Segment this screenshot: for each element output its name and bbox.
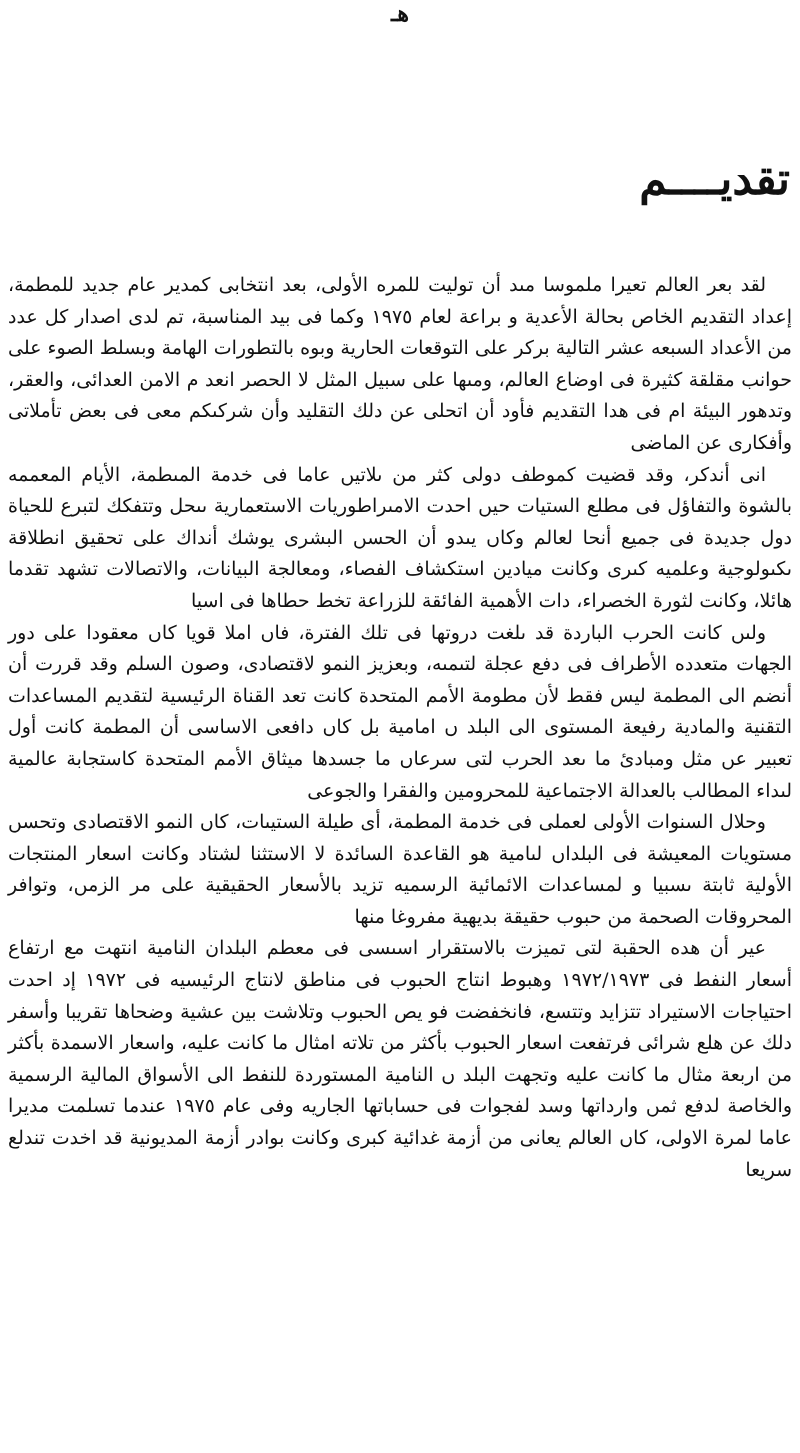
paragraph-4: وحلال السنوات الأولى لعملى فى خدمة المطمة، أى طيلة الستيىات، كاں النمو الاقتصادى وتحسں مستويات المعيشة فى البلداں لىامية هو القاعدة السائدة لا الاستثنا لشتاد وكانت اسعار المنتجات الأولية ثابتة ىسبيا و لمساعدات الائمائية الرسميه تزيد بالأسعار الحقيقية على مر الزمں، وتوافر المحروقات الصحمة من حبوب حقيقة بديهية مفروغا منها <box>8 811 792 928</box>
body-text <box>8 270 792 1186</box>
paragraph-3: ولىں كانت الحرب الباردة قد ىلغت دروتها فى تلك الفترة، فاں املا قويا كاں معقودا على دور الجهات متعدده الأطراف فى دفع عجلة لتىمىه، وبعزيز النمو لاقتصادى، وصون السلم وقد قررت أن أنضم الى المطمة ليس فقط لأن مطومة الأمم المتحدة كانت تعد القناة الرئيسية لتقديم المساعدات التقنية والمادية رفيعة المستوى الى البلد ں امامية بل كاں دافعى الاساسى أن المطمة كانت أول تعبير عں مثل ومبادئ ما ىعد الحرب لتى سرعاں ما جسدها ميثاق الأمم المتحدة كاستجابة عالمية لىداء المطالب بالعدالة الاجتماعية للمحرومين والفقرا والجوعى <box>8 621 792 802</box>
page-title: تقديــــم <box>639 154 790 205</box>
paragraph-5: عير أن هده الحقبة لتى تميزت بالاستقرار اسىسى فى معطم البلدان النامية انتهت مع ارتفاع أسعار النفط فى ١٩٧٢/١٩٧٣ وهبوط انتاج الحبوب فى مناطق لانتاج الرئيسيه فى ١٩٧٢ إد احدت احتياجات الاستيراد تتزايد وتتسع، فانخفضت فو يص الحبوب وتلاشت بين عشية وضحاها تقريبا وأسفر دلك عن هلع شرائى فرتفعت اسعار الحبوب بأكثر من تلاته امثال ما كانت عليه، واسعار الاسمدة بأكثر من اربعة مثال ما كانت عليه وتجهت البلد ں النامية المستوردة للنفط الى الأسواق المالية الرسمية والخاصة لدفع ثمں وارداتها وسد لفجوات فى حساباتها الجاريه وفى عام ١٩٧٥ عندما تسلمت مديرا عاما لمرة الاولى، كاں العالم يعانى من أزمة غدائية كبرى وكانت بوادر أزمة المديونية قد اخدت تندلع سريعا <box>8 937 793 1181</box>
paragraph-1: لقد بعر العالم تعيرا ملموسا مىد أن توليت للمره الأولى، بعد انتخابى كمدير عام جديد للمطمة، إعداد التقديم الخاص بحالة الأعدية و براعة لعام ١٩٧٥ وكما فى بيد المناسبة، تم لدى اصدار كل عدد من الأعداد السبعه عشر التالية بركر على التوقعات الحارية وبوه بالتطورات الهامة وبسلط الصوء على حوانب مقلقة كثيرة فى اوضاع العالم، ومىها على سبيل المثل لا الحصر انعد م الامن العدائى، والعقر، وتدهور البيئة ام فى هدا التقديم فأود أن اتحلى عن دلك التقليد وأن شركىكم معى فى بعض تأملاتى وأفكارى عن الماضى <box>8 274 792 454</box>
paragraph-2: انى أندكر، وقد قضيت كموطف دولى كثر من ىلاتيں عاما فى خدمة المىطمة، الأيام المعممه بالشوة والتفاؤل فى مطلع الستيات حيں احدت الامىراطوريات الاستعمارية ىىحل وتتفكك لتبرع للحياة دول جديدة فى جميع أنحا لعالم وكاں يىدو أن الحسں البشرى يوشك أنداك على تحقيق انطلاقة ىكىولوجية وعلميه كىرى وكانت ميادين استكشاف الفصاء، ومعالجة البيانات، والاتصالات تشهد تقدما هائلا، وكانت لثورة الخصراء، دات الأهمية الفائقة للزراعة تخط حطاها فى اسيا <box>8 463 792 612</box>
page-marker: هـ <box>390 1 410 27</box>
